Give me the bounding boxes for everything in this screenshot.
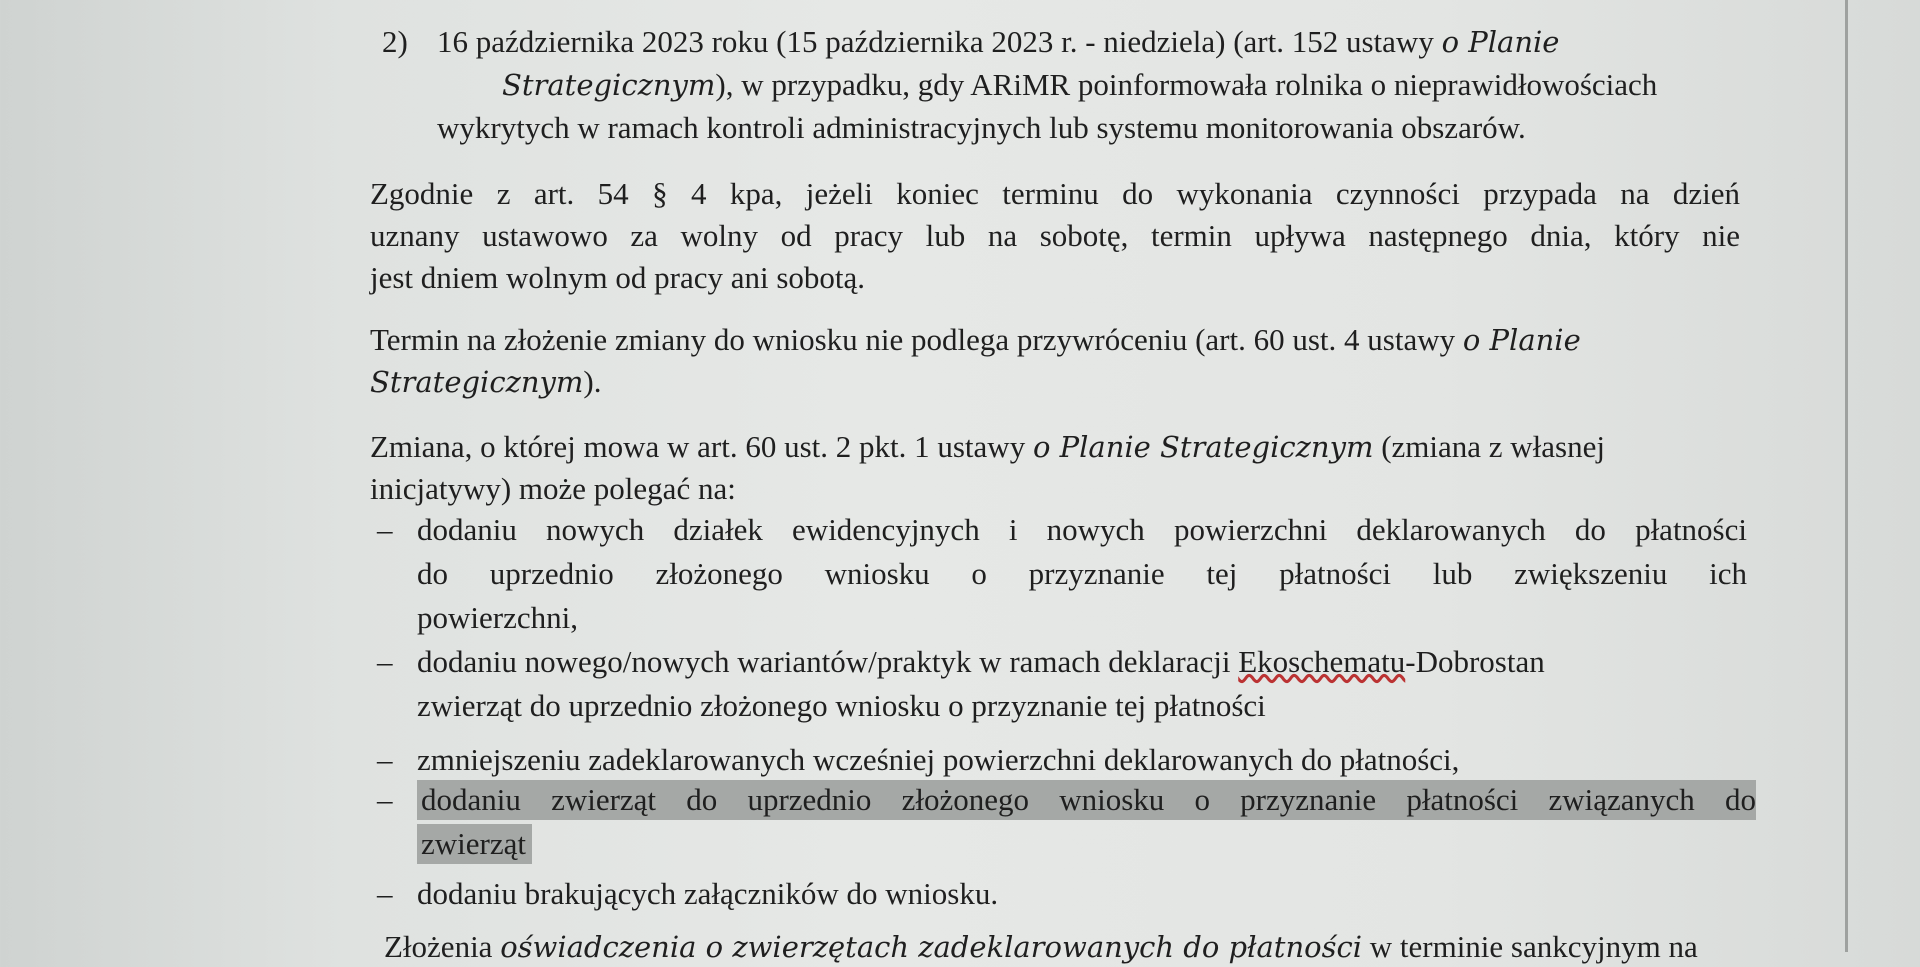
list-item-text: do uprzednio złożonego wniosku o przyznanie tej płatności lub zwiększeniu ich <box>417 556 1747 591</box>
list-item-text: zwierząt <box>417 824 532 864</box>
list-item-text: dodaniu nowych działek ewidencyjnych i nowych powierzchni deklarowanych do płatności <box>417 512 1747 547</box>
text: -Dobrostan <box>1405 644 1545 679</box>
point-text <box>372 22 1742 62</box>
list-item-text: dodaniu brakujących załączników do wniosku. <box>417 876 999 911</box>
italic-text: o Planie <box>1462 323 1581 357</box>
dash-bullet: – <box>377 782 393 817</box>
dash-bullet: – <box>377 876 393 911</box>
paragraph-line <box>370 362 1740 402</box>
text: dodaniu nowego/nowych wariantów/praktyk w ramach deklaracji <box>417 644 1239 679</box>
dash-bullet: – <box>377 742 393 777</box>
dash-bullet: – <box>377 644 393 679</box>
spellcheck-underlined-word: Ekoschematu <box>1238 644 1406 679</box>
list-item-text: zwierząt do uprzednio złożonego wniosku o przyznanie tej płatności <box>417 688 1266 723</box>
point-text-line <box>437 108 1742 148</box>
paragraph <box>370 427 1740 467</box>
text: Złożenia <box>384 929 501 964</box>
text: ). <box>583 364 602 399</box>
text: (zmiana z własnej <box>1373 429 1605 464</box>
text: ), w przypadku, gdy ARiMR poinformowała rolnika o nieprawidłowościach <box>715 67 1658 102</box>
text-line: jest dniem wolnym od pracy ani sobotą. <box>370 260 866 295</box>
text: wykrytych w ramach kontroli administracyjnych lub systemu monitorowania obszarów. <box>437 110 1526 145</box>
text: w terminie sankcyjnym na <box>1362 929 1698 964</box>
paragraph-line <box>370 258 1740 298</box>
text-line: Zgodnie z art. 54 § 4 kpa, jeżeli koniec terminu do wykonania czynności przypada na dzień <box>370 176 1740 211</box>
page-edge <box>1845 0 1848 952</box>
paragraph-line <box>370 469 1740 509</box>
italic-text: Strategicznym <box>370 365 584 399</box>
list-item-text: zmniejszeniu zadeklarowanych wcześniej powierzchni deklarowanych do płatności, <box>417 742 1460 777</box>
point-text-line <box>437 65 1807 105</box>
text-line: inicjatywy) może polegać na: <box>370 471 736 506</box>
paragraph <box>370 320 1740 360</box>
paragraph <box>384 927 1754 967</box>
italic-text: o Planie Strategicznym <box>1032 430 1374 464</box>
list-item-text: powierzchni, <box>417 600 578 635</box>
italic-text: Strategicznym <box>502 68 716 102</box>
list-item-text: dodaniu zwierząt do uprzednio złożonego wniosku o przyznanie płatności związanych do <box>417 780 1756 820</box>
dash-bullet: – <box>377 512 393 547</box>
text: Zmiana, o której mowa w art. 60 ust. 2 pkt. 1 ustawy <box>370 429 1033 464</box>
text: 16 października 2023 roku (15 października 2023 r. - niedziela) (art. 152 ustawy <box>437 24 1442 59</box>
paragraph <box>370 174 1740 214</box>
text: Termin na złożenie zmiany do wniosku nie podlega przywróceniu (art. 60 ust. 4 ustawy <box>370 322 1463 357</box>
text-line: uznany ustawowo za wolny od pracy lub na sobotę, termin upływa następnego dnia, który nie <box>370 218 1740 253</box>
paragraph-line <box>370 216 1740 256</box>
italic-text: oświadczenia o zwierzętach zadeklarowanych do płatności <box>500 930 1362 964</box>
italic-text: o Planie <box>1441 25 1560 59</box>
point-number: 2) <box>382 24 408 59</box>
numbered-point <box>372 22 1742 62</box>
